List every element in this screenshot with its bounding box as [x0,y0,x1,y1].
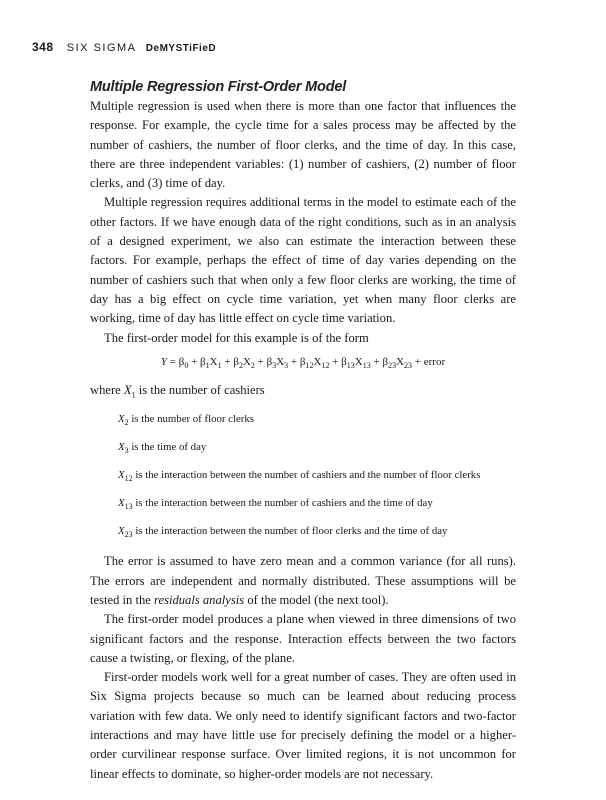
def-text: is the interaction between the number of cashiers and the time of day [135,497,433,510]
eq-variable: X [242,355,251,368]
eq-variable: X [209,355,218,368]
eq-variable-sub: 13 [362,361,371,371]
eq-variable-sub: 1 [217,361,222,371]
def-sub: 13 [124,502,133,512]
eq-plus: + [224,355,231,368]
definition-item [118,468,516,486]
eq-variable-sub: 23 [404,361,413,371]
first-order-equation [90,353,516,375]
definition-item [118,440,516,458]
section-title: Multiple Regression First-Order Model [90,79,347,95]
eq-variable-sub: 12 [321,361,330,371]
eq-equals: = [169,355,176,368]
eq-coefficient-sub: 13 [346,361,355,371]
eq-plus: + [373,355,380,368]
eq-variable: X [313,355,322,368]
eq-coefficient-sub: 0 [184,361,189,371]
variable-definitions [118,412,516,543]
def-text: is the interaction between the number of floor clerks and the time of day [135,525,448,538]
paragraph-intro: Multiple regression is used when there is more than one factor that influences the response. For example, the cycle time for a sales process may be affected by the number of cashiers, the number of floor clerks, and the time of day. In this case, there are three independent variables: (1) number of cashiers, (2) number of floor clerks, and (3) time of day. [90,99,516,191]
eq-lhs: Y [160,355,167,368]
eq-variable: X [396,355,405,368]
eq-coefficient: β [266,355,273,368]
paragraph-interaction: Multiple regression requires additional terms in the model to estimate each of the other factors. If we have enough data of the right conditions, such as in an analysis of a designed experiment, we also can estimate the interaction between these factors. For example, perhaps the effect of time of day varies depending on the number of cashiers such that when only a few floor clerks are working, the time of day has a big effect on cycle time variation, yet when many floor clerks are working, time of day has little effect on cycle time variation. [90,195,516,326]
eq-coefficient-sub: 23 [388,361,397,371]
where-var: X [123,383,132,398]
eq-coefficient-sub: 1 [205,361,210,371]
def-sub: 12 [124,474,133,484]
definition-item [118,496,516,514]
eq-coefficient: β [233,355,239,368]
residuals-analysis-term: residuals analysis [154,592,245,607]
page-number: 348 [32,40,54,54]
def-var: X [118,440,125,453]
paragraph-error-assumptions: The error is assumed to have zero mean and a common variance (for all runs). The errors are independent and normally distributed. These assumptions will be tested in the residuals analysis of the model (the next tool). [90,554,516,607]
eq-coefficient: β [299,355,306,368]
page-body [90,79,516,784]
def-var: X [118,497,125,510]
paragraph-first-order-use: First-order models work well for a great number of cases. They are often used in Six Sigma projects because so much can be learned about reducing process variation with few data. We only need to identify significant factors and two-factor interactions and may have little use for precisely defining the model or a higher-order curvilinear response surface. Over limited regions, it is not uncommon for linear effects to dominate, so higher-order models are not necessary. [90,670,516,781]
eq-coefficient: β [178,355,185,368]
eq-variable: X [276,355,285,368]
def-var: X [118,412,125,425]
series-title: SIX SIGMA [66,42,137,54]
eq-coefficient-sub: 3 [272,361,277,371]
series-brand: DeMYSTiFieD [145,43,217,54]
where-sub: 1 [131,390,136,400]
eq-plus: + [257,355,264,368]
where-line [90,381,516,405]
definition-item [118,412,516,430]
where-prefix: where [90,383,121,398]
eq-coefficient-sub: 2 [238,361,243,371]
eq-error: error [423,355,446,368]
running-header [32,40,216,54]
def-var: X [118,525,125,538]
eq-coefficient: β [382,355,389,368]
def-sub: 3 [124,445,129,455]
eq-variable-sub: 2 [250,361,255,371]
paragraph-model-form: The first-order model for this example is of the form [104,330,369,345]
definition-item [118,524,516,542]
def-sub: 23 [124,530,133,540]
eq-plus: + [414,355,421,368]
eq-coefficient-sub: 12 [305,361,314,371]
eq-variable-sub: 3 [284,361,289,371]
def-text: is the interaction between the number of cashiers and the number of floor clerks [135,468,481,481]
eq-plus: + [290,355,298,368]
where-text: is the number of cashiers [138,383,265,398]
eq-coefficient: β [200,355,206,368]
eq-plus: + [191,355,198,368]
def-sub: 2 [124,417,129,427]
def-text: is the time of day [131,440,207,453]
eq-variable: X [354,355,363,368]
def-var: X [118,468,125,481]
eq-coefficient: β [341,355,347,368]
eq-plus: + [332,355,339,368]
paragraph-plane: The first-order model produces a plane when viewed in three dimensions of two significant factors and the response. Interaction effects between the two factors cause a twisting, or flexing, of the plane. [90,612,516,665]
def-text: is the number of floor clerks [131,412,254,425]
